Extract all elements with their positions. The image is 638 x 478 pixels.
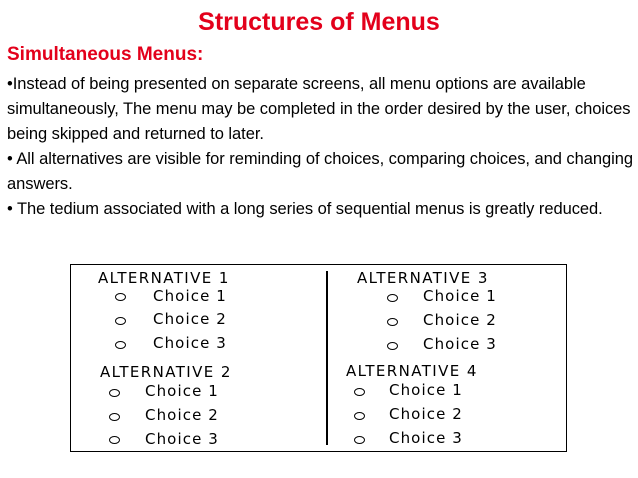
radio-button[interactable] — [354, 388, 365, 396]
radio-button[interactable] — [387, 294, 398, 302]
choice-label: Choice 2 — [153, 310, 227, 328]
bullet-item: • The tedium associated with a long series of sequential menus is greatly reduced. — [7, 200, 603, 218]
bullet-item: •Instead of being presented on separate screens, all menu options are available simultaneously, The menu may be completed in the order desired by the user, choices being skipped and returned to later. — [7, 75, 631, 143]
radio-button[interactable] — [115, 293, 126, 301]
radio-button[interactable] — [115, 317, 126, 325]
choice-label: Choice 3 — [389, 429, 463, 447]
choice-label: Choice 1 — [153, 287, 227, 305]
choice-label: Choice 2 — [423, 311, 497, 329]
bullet-list — [7, 72, 633, 222]
choice-label: Choice 1 — [389, 381, 463, 399]
radio-button[interactable] — [354, 436, 365, 444]
choice-label: Choice 3 — [423, 335, 497, 353]
slide-title: Structures of Menus — [198, 8, 440, 36]
radio-button[interactable] — [109, 436, 120, 444]
alternative-1-heading: ALTERNATIVE 1 — [98, 269, 230, 287]
alternative-2-heading: ALTERNATIVE 2 — [100, 363, 232, 381]
radio-button[interactable] — [387, 318, 398, 326]
choice-label: Choice 1 — [423, 287, 497, 305]
radio-button[interactable] — [387, 342, 398, 350]
choice-label: Choice 3 — [145, 430, 219, 448]
bullet-item: • All alternatives are visible for reminding of choices, comparing choices, and changing answers. — [7, 150, 633, 193]
radio-button[interactable] — [354, 412, 365, 420]
section-heading: Simultaneous Menus: — [7, 44, 204, 65]
choice-label: Choice 1 — [145, 382, 219, 400]
menu-illustration — [70, 264, 567, 452]
radio-button[interactable] — [109, 413, 120, 421]
choice-label: Choice 2 — [145, 406, 219, 424]
alternative-4-heading: ALTERNATIVE 4 — [346, 362, 478, 380]
choice-label: Choice 2 — [389, 405, 463, 423]
radio-button[interactable] — [109, 389, 120, 397]
alternative-3-heading: ALTERNATIVE 3 — [357, 269, 489, 287]
column-divider — [326, 271, 328, 445]
choice-label: Choice 3 — [153, 334, 227, 352]
radio-button[interactable] — [115, 341, 126, 349]
